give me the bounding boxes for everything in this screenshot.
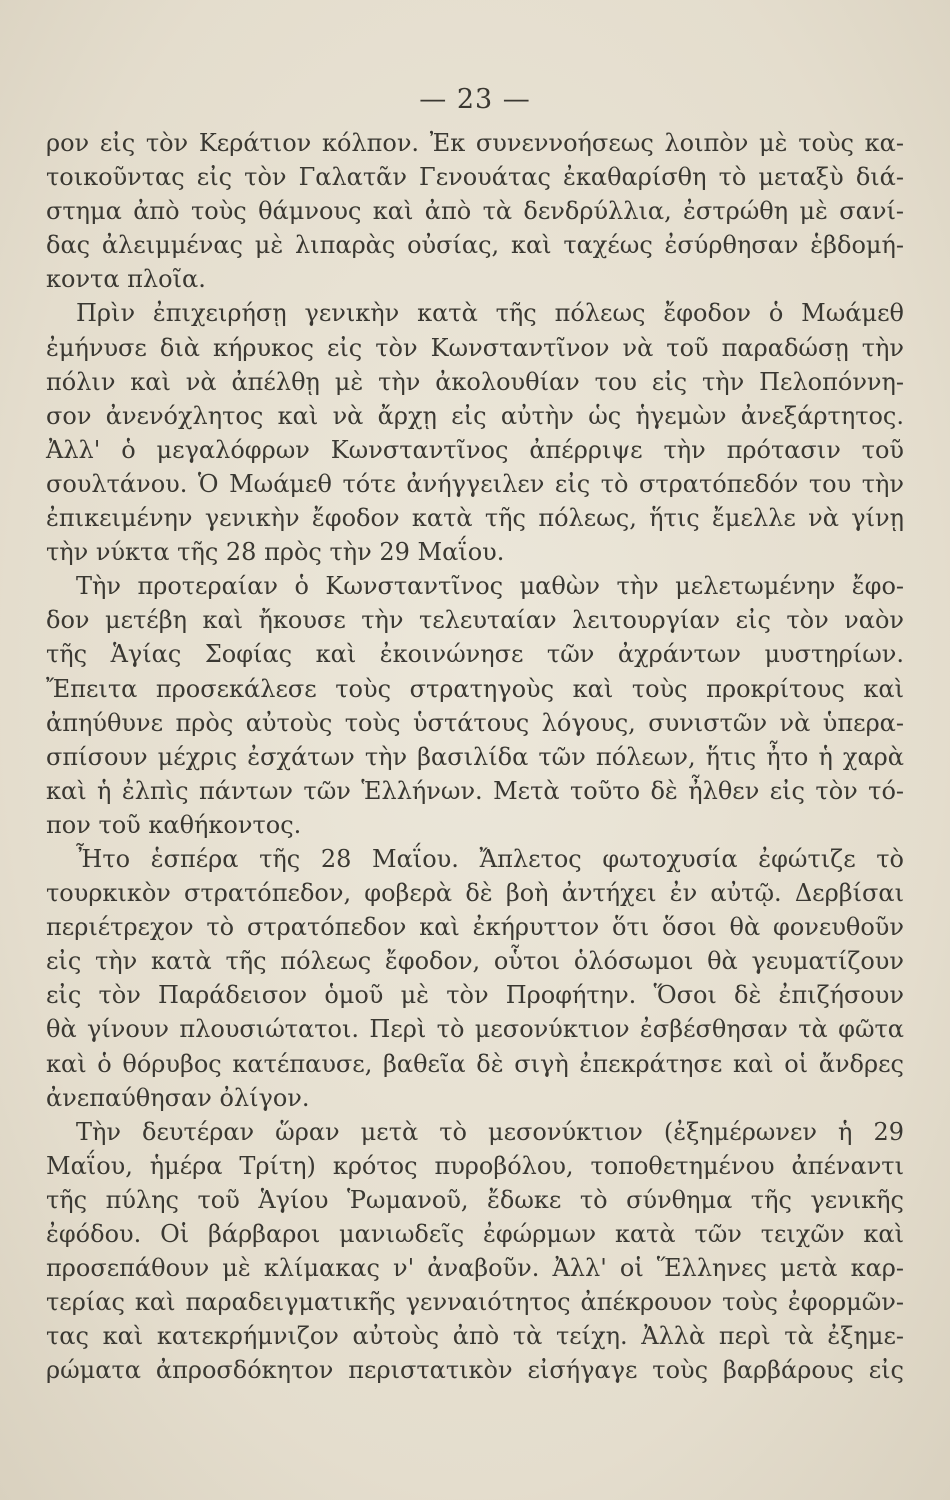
text-line: σουλτάνου. Ὁ Μωάμεθ τότε ἀνήγγειλεν εἰς τὸ στρατόπεδόν του τὴν bbox=[46, 469, 904, 498]
text-line: Τὴν δευτέραν ὥραν μετὰ τὸ μεσονύκτιον (ἐξημέρωνεν ἡ 29 bbox=[76, 1117, 904, 1146]
text-line: δον μετέβη καὶ ἤκουσε τὴν τελευταίαν λειτουργίαν εἰς τὸν ναὸν bbox=[46, 606, 904, 635]
text-line: ἐφόδου. Οἱ βάρβαροι μανιωδεῖς ἐφώρμων κατὰ τῶν τειχῶν καὶ bbox=[46, 1220, 904, 1248]
text-line: τῆς πύλης τοῦ Ἁγίου Ῥωμανοῦ, ἔδωκε τὸ σύνθημα τῆς γενικῆς bbox=[46, 1185, 904, 1214]
text-line: καὶ ἡ ἐλπὶς πάντων τῶν Ἑλλήνων. Μετὰ τοῦτο δὲ ἦλθεν εἰς τὸν τό- bbox=[46, 776, 904, 805]
text-line: εἰς τὸν Παράδεισον ὁμοῦ μὲ τὸν Προφήτην. Ὅσοι δὲ ἐπιζήσουν bbox=[46, 981, 904, 1010]
text-line: στημα ἀπὸ τοὺς θάμνους καὶ ἀπὸ τὰ δενδρύλλια, ἐστρώθη μὲ σανί- bbox=[46, 197, 904, 226]
text-line: πον τοῦ καθήκοντος. bbox=[46, 810, 302, 839]
text-line: τας καὶ κατεκρήμνιζον αὐτοὺς ἀπὸ τὰ τείχη. Ἀλλὰ περὶ τὰ ἐξημε- bbox=[46, 1322, 904, 1351]
text-line: ρον εἰς τὸν Κεράτιον κόλπον. Ἐκ συνεννοήσεως λοιπὸν μὲ τοὺς κα- bbox=[46, 129, 904, 157]
text-line: ἀπηύθυνε πρὸς αὐτοὺς τοὺς ὑστάτους λόγους, συνιστῶν νὰ ὑπερα- bbox=[46, 708, 904, 737]
text-line: σπίσουν μέχρις ἐσχάτων τὴν βασιλίδα τῶν πόλεων, ἥτις ἦτο ἡ χαρὰ bbox=[46, 742, 904, 771]
text-line: ἀνεπαύθησαν ὀλίγον. bbox=[46, 1083, 310, 1112]
page-number: — 23 — bbox=[419, 84, 531, 115]
text-line: τερίας καὶ παραδειγματικῆς γενναιότητος ἀπέκρουον τοὺς ἐφορμῶν- bbox=[46, 1288, 904, 1317]
text-line: Ἀλλ' ὁ μεγαλόφρων Κωνσταντῖνος ἀπέρριψε τὴν πρότασιν τοῦ bbox=[46, 435, 904, 464]
text-line: περιέτρεχον τὸ στρατόπεδον καὶ ἐκήρυττον ὅτι ὅσοι θὰ φονευθοῦν bbox=[46, 913, 904, 942]
text-line: πόλιν καὶ νὰ ἀπέλθῃ μὲ τὴν ἀκολουθίαν του εἰς τὴν Πελοπόννη- bbox=[46, 367, 904, 396]
text-line: δας ἀλειμμένας μὲ λιπαρὰς οὐσίας, καὶ ταχέως ἐσύρθησαν ἑβδομή- bbox=[46, 231, 904, 260]
text-line: τὴν νύκτα τῆς 28 πρὸς τὴν 29 Μαΐου. bbox=[46, 538, 505, 567]
text-line: εἰς τὴν κατὰ τῆς πόλεως ἔφοδον, οὗτοι ὁλόσωμοι θὰ γευματίζουν bbox=[46, 947, 904, 976]
text-line: ρώματα ἀπροσδόκητον περιστατικὸν εἰσήγαγε τοὺς βαρβάρους εἰς bbox=[46, 1356, 904, 1385]
text-line: Πρὶν ἐπιχειρήσῃ γενικὴν κατὰ τῆς πόλεως ἔφοδον ὁ Μωάμεθ bbox=[76, 299, 904, 328]
text-line: κοντα πλοῖα. bbox=[46, 265, 206, 294]
text-line: τῆς Ἁγίας Σοφίας καὶ ἐκοινώνησε τῶν ἀχράντων μυστηρίων. bbox=[46, 640, 904, 669]
text-line: Τὴν προτεραίαν ὁ Κωνσταντῖνος μαθὼν τὴν μελετωμένην ἔφο- bbox=[76, 572, 904, 601]
text-line: θὰ γίνουν πλουσιώτατοι. Περὶ τὸ μεσονύκτιον ἐσβέσθησαν τὰ φῶτα bbox=[46, 1015, 904, 1044]
body-text bbox=[46, 126, 904, 1387]
text-line: Ἔπειτα προσεκάλεσε τοὺς στρατηγοὺς καὶ τοὺς προκρίτους καὶ bbox=[46, 674, 904, 703]
text-line: τουρκικὸν στρατόπεδον, φοβερὰ δὲ βοὴ ἀντήχει ἐν αὐτῷ. Δερβίσαι bbox=[46, 879, 904, 908]
text-line: τοικοῦντας εἰς τὸν Γαλατᾶν Γενουάτας ἐκαθαρίσθη τὸ μεταξὺ διά- bbox=[46, 163, 904, 192]
text-line: προσεπάθουν μὲ κλίμακας ν' ἀναβοῦν. Ἀλλ' οἱ Ἕλληνες μετὰ καρ- bbox=[46, 1254, 904, 1283]
text-line: ἐμήνυσε διὰ κήρυκος εἰς τὸν Κωνσταντῖνον νὰ τοῦ παραδώσῃ τὴν bbox=[46, 333, 904, 362]
text-line: σον ἀνενόχλητος καὶ νὰ ἄρχῃ εἰς αὐτὴν ὡς ἡγεμὼν ἀνεξάρτητος. bbox=[46, 401, 904, 430]
text-line: καὶ ὁ θόρυβος κατέπαυσε, βαθεῖα δὲ σιγὴ ἐπεκράτησε καὶ οἱ ἄνδρες bbox=[46, 1049, 904, 1078]
text-line: ἐπικειμένην γενικὴν ἔφοδον κατὰ τῆς πόλεως, ἥτις ἔμελλε νὰ γίνῃ bbox=[46, 504, 904, 533]
text-line: Ἦτο ἑσπέρα τῆς 28 Μαΐου. Ἄπλετος φωτοχυσία ἐφώτιζε τὸ bbox=[76, 844, 904, 873]
text-line: Μαΐου, ἡμέρα Τρίτη) κρότος πυροβόλου, τοποθετημένου ἀπέναντι bbox=[46, 1151, 904, 1180]
